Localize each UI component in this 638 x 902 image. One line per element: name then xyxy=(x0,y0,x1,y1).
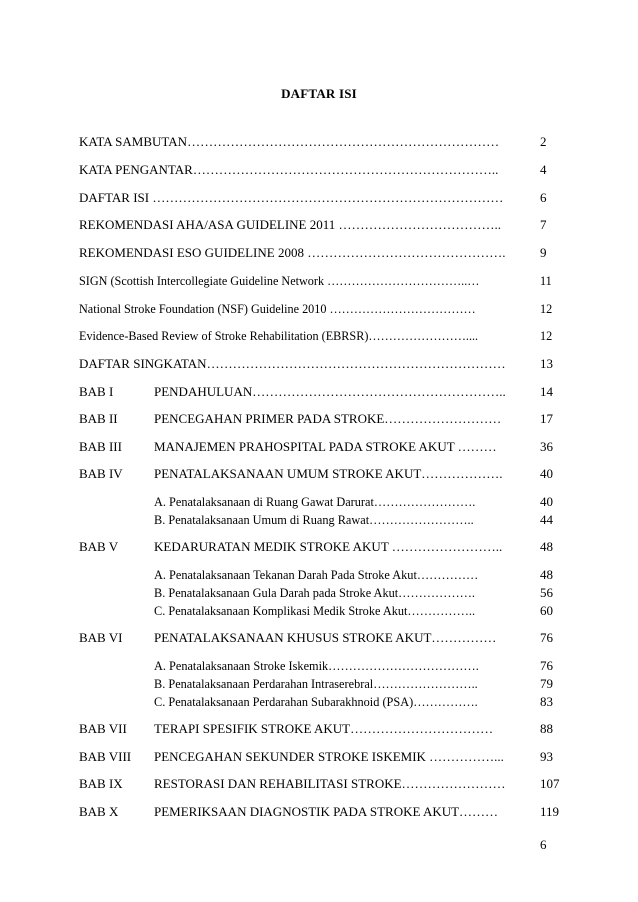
chapter-page: 93 xyxy=(540,749,553,764)
toc-subentry xyxy=(79,566,559,584)
toc-entry xyxy=(79,355,559,373)
chapter-title: MANAJEMEN PRAHOSPITAL PADA STROKE AKUT ……… xyxy=(154,439,497,454)
toc-chapter xyxy=(79,410,559,428)
subentry-page: 79 xyxy=(540,676,553,691)
subentry-title: C. Penatalaksanaan Perdarahan Subarakhnoid (PSA)……………. xyxy=(154,695,478,709)
toc-entry-text: SIGN (Scottish Intercollegiate Guideline Network ……………………………..… xyxy=(79,274,480,288)
toc-entry-page: 12 xyxy=(540,302,553,316)
toc-entry xyxy=(79,327,559,345)
chapter-page: 14 xyxy=(540,384,553,399)
page-title: DAFTAR ISI xyxy=(281,86,357,101)
chapter-page: 36 xyxy=(540,439,553,454)
toc-entry-page: 7 xyxy=(540,217,547,232)
subentry-title: A. Penatalaksanaan Stroke Iskemik………………………………. xyxy=(154,659,479,673)
toc-entry-text: National Stroke Foundation (NSF) Guideline 2010 ……………………………… xyxy=(79,302,476,316)
chapter-page: 88 xyxy=(540,721,553,736)
chapter-label: BAB V xyxy=(79,539,119,554)
chapter-page: 48 xyxy=(540,539,553,554)
toc-chapter xyxy=(79,438,559,456)
chapter-page: 119 xyxy=(540,804,560,819)
toc-chapter xyxy=(79,720,559,738)
chapter-page: 17 xyxy=(540,411,553,426)
toc-entry xyxy=(79,161,559,179)
chapter-label: BAB IV xyxy=(79,466,123,481)
toc-chapter xyxy=(79,748,559,766)
toc-entry-page: 11 xyxy=(540,274,552,288)
subentry-title: B. Penatalaksanaan Umum di Ruang Rawat…………………….. xyxy=(154,513,474,527)
toc-entry-text: REKOMENDASI ESO GUIDELINE 2008 ………………………………………. xyxy=(79,245,506,260)
toc-chapter xyxy=(79,538,559,556)
chapter-title: RESTORASI DAN REHABILITASI STROKE…………………… xyxy=(154,776,506,791)
chapter-page: 107 xyxy=(540,776,560,791)
toc-subentry xyxy=(79,511,559,529)
chapter-label: BAB VI xyxy=(79,630,123,645)
chapter-label: BAB II xyxy=(79,411,118,426)
toc-subentry xyxy=(79,493,559,511)
chapter-title: PENCEGAHAN PRIMER PADA STROKE……………………… xyxy=(154,411,502,426)
chapter-label: BAB III xyxy=(79,439,122,454)
subentry-title: A. Penatalaksanaan di Ruang Gawat Darurat……………………. xyxy=(154,495,476,509)
toc-entry xyxy=(79,272,559,290)
toc-chapter xyxy=(79,629,559,647)
chapter-title: PENCEGAHAN SEKUNDER STROKE ISKEMIK ……………... xyxy=(154,749,504,764)
subentry-title: A. Penatalaksanaan Tekanan Darah Pada Stroke Akut…………… xyxy=(154,568,479,582)
toc-entry-text: DAFTAR SINGKATAN…………………………………………………………… xyxy=(79,356,506,371)
chapter-label: BAB VII xyxy=(79,721,127,736)
toc-entry-page: 12 xyxy=(540,329,553,343)
subentry-title: B. Penatalaksanaan Gula Darah pada Stroke Akut………………. xyxy=(154,586,476,600)
chapter-title: PENATALAKSANAAN UMUM STROKE AKUT………………. xyxy=(154,466,503,481)
toc-entry-page: 6 xyxy=(540,190,547,205)
toc-subentry xyxy=(79,675,559,693)
chapter-title: PEMERIKSAAN DIAGNOSTIK PADA STROKE AKUT……… xyxy=(154,804,499,819)
chapter-label: BAB VIII xyxy=(79,749,132,764)
toc-entry-page: 9 xyxy=(540,245,547,260)
toc-entry xyxy=(79,216,559,234)
chapter-title: PENDAHULUAN………………………………………………….. xyxy=(154,384,506,399)
subentry-page: 48 xyxy=(540,567,553,582)
toc-subentry xyxy=(79,602,559,620)
toc-entry-text: DAFTAR ISI ……………………………………………………………………… xyxy=(79,190,504,205)
toc-entry-text: KATA SAMBUTAN……………………………………………………………… xyxy=(79,134,500,149)
subentry-page: 60 xyxy=(540,603,553,618)
chapter-label: BAB I xyxy=(79,384,114,399)
toc-chapter xyxy=(79,465,559,483)
toc-entry xyxy=(79,189,559,207)
toc-entry-page: 4 xyxy=(540,162,547,177)
toc-chapter xyxy=(79,803,559,821)
toc-entry-text: REKOMENDASI AHA/ASA GUIDELINE 2011 ……………………………….. xyxy=(79,217,502,232)
chapter-label: BAB IX xyxy=(79,776,123,791)
chapter-title: KEDARURATAN MEDIK STROKE AKUT …………………….. xyxy=(154,539,503,554)
subentry-page: 83 xyxy=(540,694,553,709)
subentry-page: 76 xyxy=(540,658,553,673)
toc-entry-page: 13 xyxy=(540,356,553,371)
subentry-title: C. Penatalaksanaan Komplikasi Medik Stroke Akut…………….. xyxy=(154,604,476,618)
toc-subentry xyxy=(79,584,559,602)
chapter-title: PENATALAKSANAAN KHUSUS STROKE AKUT…………… xyxy=(154,630,497,645)
toc-subentry xyxy=(79,657,559,675)
chapter-page: 76 xyxy=(540,630,553,645)
page-number: 6 xyxy=(540,837,547,852)
toc-chapter xyxy=(79,383,559,401)
chapter-label: BAB X xyxy=(79,804,119,819)
chapter-title: TERAPI SPESIFIK STROKE AKUT…………………………… xyxy=(154,721,494,736)
toc-entry-text: KATA PENGANTAR…………………………………………………………….. xyxy=(79,162,499,177)
toc-entry xyxy=(79,300,559,318)
chapter-page: 40 xyxy=(540,466,553,481)
subentry-page: 44 xyxy=(540,512,553,527)
subentry-page: 40 xyxy=(540,494,553,509)
subentry-page: 56 xyxy=(540,585,553,600)
toc-chapter xyxy=(79,775,559,793)
toc-entry xyxy=(79,244,559,262)
toc-entry-page: 2 xyxy=(540,134,547,149)
toc-entry-text: Evidence-Based Review of Stroke Rehabilitation (EBRSR)…………………….... xyxy=(79,329,479,343)
toc-subentry xyxy=(79,693,559,711)
toc-entry xyxy=(79,133,559,151)
subentry-title: B. Penatalaksanaan Perdarahan Intraserebral…………………….. xyxy=(154,677,478,691)
